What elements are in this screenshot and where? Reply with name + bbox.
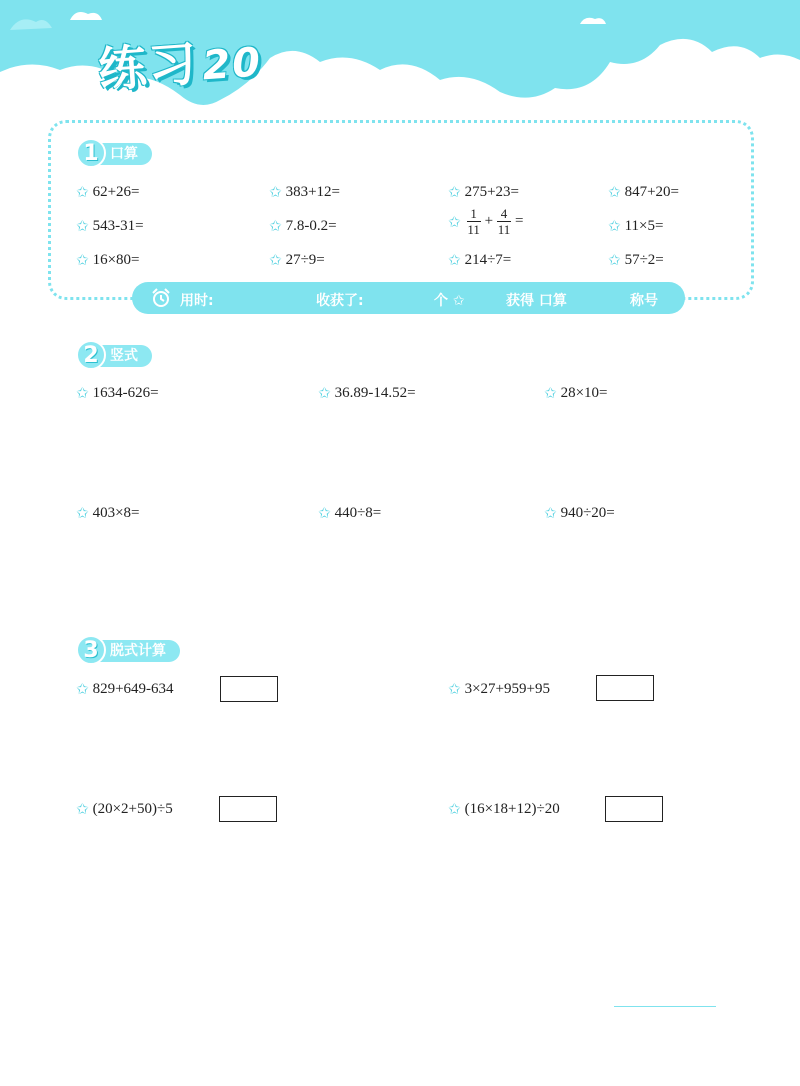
star-outline-icon: ✩ bbox=[269, 183, 282, 201]
star-outline-icon: ✩ bbox=[76, 680, 89, 698]
vertical-item bbox=[76, 384, 159, 402]
star-outline-icon: ✩ bbox=[448, 212, 461, 231]
expression: 829+649-634 bbox=[92, 680, 174, 697]
title-label: 称号 bbox=[630, 293, 658, 309]
star-outline-icon: ✩ bbox=[76, 504, 89, 522]
expression: (20×2+50)÷5 bbox=[92, 800, 173, 817]
star-outline-icon: ✩ bbox=[608, 217, 621, 235]
oral-calc-frame bbox=[48, 120, 754, 300]
star-outline-icon: ✩ bbox=[318, 504, 331, 522]
denominator: 11 bbox=[467, 222, 480, 237]
vertical-item bbox=[544, 504, 615, 522]
star-outline-icon: ✩ bbox=[608, 251, 621, 269]
equals: = bbox=[515, 213, 524, 229]
expression: 543-31= bbox=[92, 217, 144, 234]
expression: 383+12= bbox=[285, 183, 340, 200]
vertical-item bbox=[76, 504, 140, 522]
star-outline-icon: ✩ bbox=[76, 251, 89, 269]
page-title bbox=[96, 20, 264, 100]
section-label: 竖式 bbox=[90, 345, 152, 367]
denominator: 11 bbox=[497, 222, 511, 237]
expression: 847+20= bbox=[624, 183, 679, 200]
expression: 940÷20= bbox=[560, 504, 615, 521]
section-label: 脱式计算 bbox=[90, 640, 180, 662]
star-outline-icon: ✩ bbox=[448, 251, 461, 269]
expression: 3×27+959+95 bbox=[464, 680, 550, 697]
expression: 403×8= bbox=[92, 504, 140, 521]
title-text: 练习 bbox=[96, 35, 201, 99]
answer-box[interactable] bbox=[220, 676, 278, 702]
expression: 275+23= bbox=[464, 183, 519, 200]
oral-item bbox=[269, 217, 337, 235]
numerator: 4 bbox=[500, 206, 508, 221]
numerator: 1 bbox=[470, 206, 477, 221]
star-outline-icon: ✩ bbox=[448, 800, 461, 818]
result-bar bbox=[132, 282, 685, 314]
oral-item bbox=[76, 217, 144, 235]
star-outline-icon: ✩ bbox=[269, 217, 282, 235]
star-outline-icon: ✩ bbox=[269, 251, 282, 269]
oral-item bbox=[608, 183, 679, 201]
section-label: 口算 bbox=[90, 143, 152, 165]
section-number: 3 bbox=[76, 635, 106, 665]
oral-item bbox=[269, 183, 340, 201]
title-number: 20 bbox=[200, 39, 264, 90]
expression: 7.8-0.2= bbox=[285, 217, 337, 234]
answer-box[interactable] bbox=[596, 675, 654, 701]
star-outline-icon: ✩ bbox=[76, 183, 89, 201]
stepwise-item bbox=[448, 680, 550, 698]
oral-item-fraction bbox=[448, 206, 526, 237]
answer-box[interactable] bbox=[605, 796, 663, 822]
vertical-item bbox=[318, 384, 416, 402]
vertical-item bbox=[318, 504, 381, 522]
oral-item bbox=[608, 217, 663, 235]
section-number: 1 bbox=[76, 138, 106, 168]
section-number: 2 bbox=[76, 340, 106, 370]
star-outline-icon: ✩ bbox=[608, 183, 621, 201]
stepwise-item bbox=[76, 800, 173, 818]
star-outline-icon: ✩ bbox=[544, 504, 557, 522]
star-outline-icon: ✩ bbox=[448, 680, 461, 698]
expression: (16×18+12)÷20 bbox=[464, 800, 560, 817]
star-outline-icon: ✩ bbox=[318, 384, 331, 402]
answer-box[interactable] bbox=[219, 796, 277, 822]
star-outline-icon: ✩ bbox=[448, 183, 461, 201]
oral-item bbox=[269, 251, 325, 269]
expression: 36.89-14.52= bbox=[334, 384, 416, 401]
expression: 1634-626= bbox=[92, 384, 159, 401]
expression: 16×80= bbox=[92, 251, 140, 268]
stepwise-item bbox=[448, 800, 560, 818]
oral-item bbox=[76, 183, 140, 201]
oral-item bbox=[448, 183, 519, 201]
expression: 27÷9= bbox=[285, 251, 325, 268]
footer-divider bbox=[614, 1006, 716, 1007]
star-outline-icon: ✩ bbox=[76, 384, 89, 402]
alarm-clock-icon bbox=[150, 287, 172, 313]
page-header bbox=[0, 0, 800, 120]
star-outline-icon: ✩ bbox=[76, 217, 89, 235]
vertical-item bbox=[544, 384, 608, 402]
operator: + bbox=[484, 213, 494, 229]
oral-item bbox=[448, 251, 511, 269]
oral-item bbox=[608, 251, 664, 269]
earn-label: 获得 口算 bbox=[506, 293, 567, 309]
fraction bbox=[497, 206, 511, 237]
oral-item bbox=[76, 251, 140, 269]
expression: 214÷7= bbox=[464, 251, 512, 268]
harvest-label: 收获了: bbox=[316, 293, 364, 309]
expression: 62+26= bbox=[92, 183, 140, 200]
stepwise-item bbox=[76, 680, 174, 698]
expression: 11×5= bbox=[624, 217, 664, 234]
fraction bbox=[467, 206, 481, 237]
expression: 57÷2= bbox=[624, 251, 664, 268]
star-outline-icon: ✩ bbox=[76, 800, 89, 818]
star-outline-icon: ✩ bbox=[544, 384, 557, 402]
unit-label: 个 ✩ bbox=[434, 293, 465, 309]
expression: 440÷8= bbox=[334, 504, 382, 521]
time-label: 用时: bbox=[180, 293, 214, 309]
expression: 28×10= bbox=[560, 384, 608, 401]
